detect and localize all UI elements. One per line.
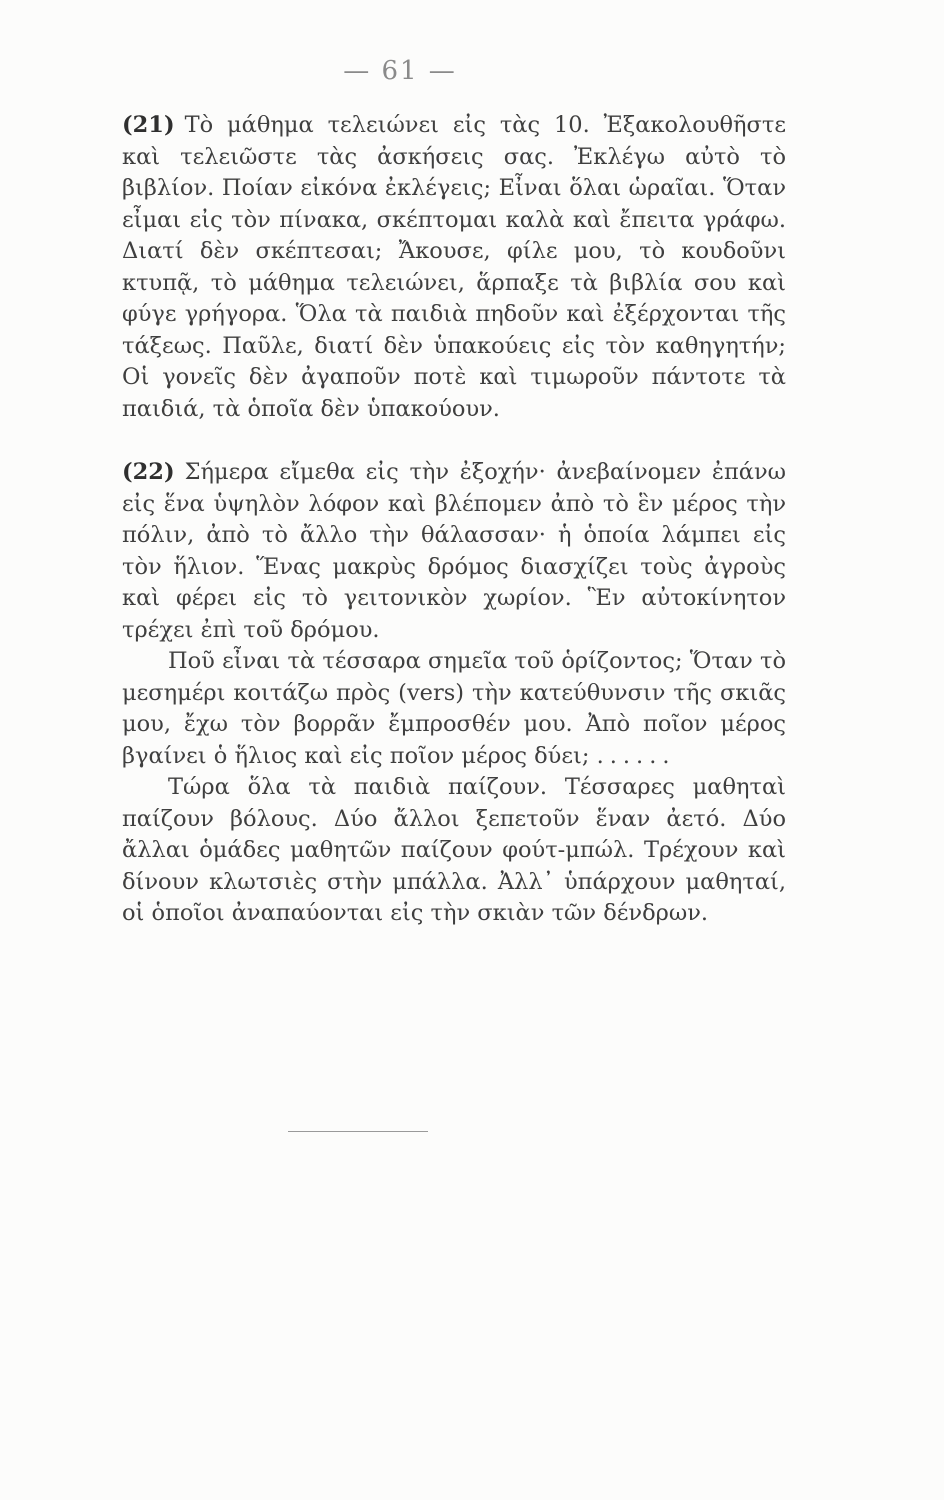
- paragraph-text: Ποῦ εἶναι τὰ τέσσαρα σημεῖα τοῦ ὁρίζοντος; Ὅταν τὸ μεσημέρι κοιτάζω πρὸς (vers) τὴν κατεύθυνσιν τῆς σκιᾶς μου, ἔχω τὸν βορρᾶν ἔμπροσθέν μου. Ἀπὸ ποῖον μέρος βγαίνει ὁ ἥλιος καὶ εἰς ποῖον μέρος δύει;: [122, 648, 786, 769]
- exercise-text: Τὸ μάθημα τελειώνει εἰς τὰς 10. Ἐξακολουθῆστε καὶ τελειῶστε τὰς ἀσκήσεις σας. Ἐκλέγω αὐτὸ τὸ βιβλίον. Ποίαν εἰκόνα ἐκλέγεις; Εἶναι ὅλαι ὡραῖαι. Ὅταν εἶμαι εἰς τὸν πίνακα, σκέπτομαι καλὰ καὶ ἔπειτα γράφω. Διατί δὲν σκέπτεσαι; Ἄκουσε, φίλε μου, τὸ κουδοῦνι κτυπᾷ, τὸ μάθημα τελειώνει, ἅρπαξε τὰ βιβλία σου καὶ φύγε γρήγορα. Ὅλα τὰ παιδιὰ πηδοῦν καὶ ἐξέρχονται τῆς τάξεως. Παῦλε, διατί δὲν ὑπακούεις εἰς τὸν καθηγητήν; Οἱ γονεῖς δὲν ἀγαποῦν ποτὲ καὶ τιμωροῦν πάντοτε τὰ παιδιά, τὰ ὁποῖα δὲν ὑπακούουν.: [122, 112, 786, 422]
- exercise-number: (22): [122, 459, 175, 485]
- end-rule: [288, 1131, 428, 1132]
- exercise-21: [122, 110, 786, 425]
- paragraph-games: [122, 772, 786, 930]
- exercise-number: (21): [122, 112, 175, 138]
- ellipsis-dots: ......: [596, 742, 676, 769]
- page-number: — 61 —: [343, 56, 457, 86]
- paragraph-text: Τώρα ὅλα τὰ παιδιὰ παίζουν. Τέσσαρες μαθηταὶ παίζουν βόλους. Δύο ἄλλοι ξεπετοῦν ἕναν ἀετό. Δύο ἄλλαι ὁμάδες μαθητῶν παίζουν φούτ-μπώλ. Τρέχουν καὶ δίνουν κλωτσιὲς στὴν μπάλλα. Ἀλλ᾽ ὑπάρχουν μαθηταί, οἱ ὁποῖοι ἀναπαύονται εἰς τὴν σκιὰν τῶν δένδρων.: [122, 774, 786, 926]
- exercise-text: Σήμερα εἴμεθα εἰς τὴν ἐξοχήν· ἀνεβαίνομεν ἐπάνω εἰς ἕνα ὑψηλὸν λόφον καὶ βλέπομεν ἀπὸ τὸ ἓν μέρος τὴν πόλιν, ἀπὸ τὸ ἄλλο τὴν θάλασσαν· ἡ ὁποία λάμπει εἰς τὸν ἥλιον. Ἕνας μακρὺς δρόμος διασχίζει τοὺς ἀγροὺς καὶ φέρει εἰς τὸ γειτονικὸν χωρίον. Ἓν αὐτοκίνητον τρέχει ἐπὶ τοῦ δρόμου.: [122, 459, 786, 643]
- exercise-22: [122, 457, 786, 646]
- text-body: [122, 110, 786, 930]
- paragraph-horizon: [122, 646, 786, 772]
